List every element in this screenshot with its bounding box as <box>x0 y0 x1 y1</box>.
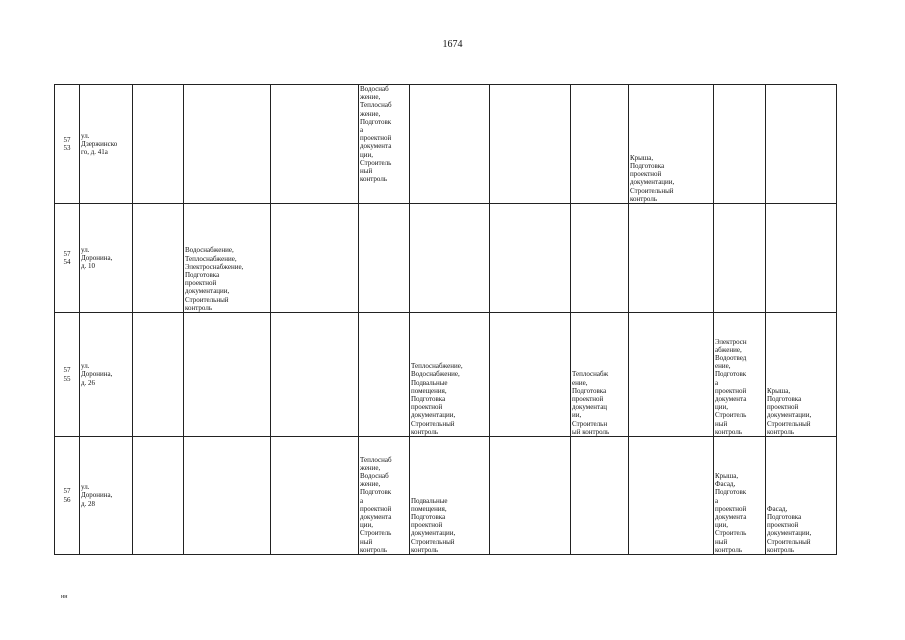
row-number-cell <box>55 85 80 204</box>
work-cell-text: Теплоснаб жение, Водоснаб жение, Подготовк а проектной документа ции, Строитель ный контроль <box>360 455 392 554</box>
work-cell-text: Фасад, Подготовка проектной документации, Строительный контроль <box>767 504 812 554</box>
work-cell <box>184 437 271 555</box>
work-cell <box>271 313 359 437</box>
work-cell <box>766 313 837 437</box>
work-cell <box>359 437 410 555</box>
work-cell <box>490 437 571 555</box>
work-cell <box>133 313 184 437</box>
work-cell-text: Водоснаб жение, Теплоснаб жение, Подготовк а проектной документа ции, Строитель ный контроль <box>360 85 392 184</box>
row-number-cell-text: 57 56 <box>63 487 71 504</box>
work-cell <box>359 85 410 204</box>
work-cell <box>271 85 359 204</box>
address-cell-text: ул. Дзержинско го, д. 41а <box>81 131 118 157</box>
address-cell <box>80 313 133 437</box>
program-table <box>54 84 837 555</box>
work-cell <box>410 437 490 555</box>
work-cell <box>766 437 837 555</box>
work-cell <box>714 204 766 313</box>
work-cell-text: Крыша, Фасад, Подготовк а проектной документа ции, Строитель ный контроль <box>715 471 747 554</box>
footer-mark: нн <box>61 594 68 600</box>
work-cell <box>766 85 837 204</box>
row-number-cell-text: 57 53 <box>63 135 71 152</box>
address-cell-text: ул. Доронина, д. 28 <box>81 483 113 508</box>
work-cell <box>629 204 714 313</box>
work-cell-text: Водоснабжение, Теплоснабжение, Электроснабжение, Подготовка проектной документации, Строительный контроль <box>185 246 244 312</box>
work-cell <box>629 313 714 437</box>
work-cell <box>490 85 571 204</box>
work-cell <box>271 204 359 313</box>
table-row <box>55 204 837 313</box>
row-number-cell <box>55 204 80 313</box>
work-cell <box>133 85 184 204</box>
work-cell <box>571 437 629 555</box>
work-cell-text: Электросн абжение, Водоотвед ение, Подготовк а проектной документа ции, Строитель ный контроль <box>715 337 747 436</box>
table-row <box>55 313 837 437</box>
work-cell <box>714 437 766 555</box>
row-number-cell <box>55 313 80 437</box>
work-cell <box>410 313 490 437</box>
work-cell <box>359 204 410 313</box>
work-cell <box>184 204 271 313</box>
address-cell <box>80 204 133 313</box>
row-number-cell <box>55 437 80 555</box>
work-cell <box>184 313 271 437</box>
work-cell <box>714 313 766 437</box>
address-cell <box>80 85 133 204</box>
work-cell <box>629 85 714 204</box>
work-cell <box>410 85 490 204</box>
address-cell-text: ул. Доронина, д. 26 <box>81 362 113 387</box>
work-cell <box>490 313 571 437</box>
row-number-cell-text: 57 54 <box>63 249 71 266</box>
work-cell <box>766 204 837 313</box>
work-cell-text: Крыша, Подготовка проектной документации, Строительный контроль <box>630 153 675 203</box>
table-body <box>55 85 837 555</box>
table-row <box>55 437 837 555</box>
work-cell <box>359 313 410 437</box>
work-cell <box>629 437 714 555</box>
work-cell <box>571 313 629 437</box>
table-row <box>55 85 837 204</box>
row-number-cell-text: 57 55 <box>63 366 71 383</box>
work-cell-text: Теплоснабж ение, Подготовка проектной документац ии, Строительн ый контроль <box>572 370 610 436</box>
address-cell <box>80 437 133 555</box>
work-cell <box>184 85 271 204</box>
work-cell <box>133 437 184 555</box>
work-cell <box>571 85 629 204</box>
work-cell <box>571 204 629 313</box>
address-cell-text: ул. Доронина, д. 10 <box>81 245 113 271</box>
work-cell-text: Крыша, Подготовка проектной документации, Строительный контроль <box>767 386 812 436</box>
work-cell-text: Теплоснабжение, Водоснабжение, Подвальные помещения, Подготовка проектной документации, Строительный контроль <box>411 362 463 436</box>
work-cell <box>133 204 184 313</box>
page-number: 1674 <box>442 39 463 50</box>
work-cell <box>490 204 571 313</box>
work-cell <box>271 437 359 555</box>
work-cell <box>714 85 766 204</box>
work-cell-text: Подвальные помещения, Подготовка проектной документации, Строительный контроль <box>411 496 456 554</box>
work-cell <box>410 204 490 313</box>
